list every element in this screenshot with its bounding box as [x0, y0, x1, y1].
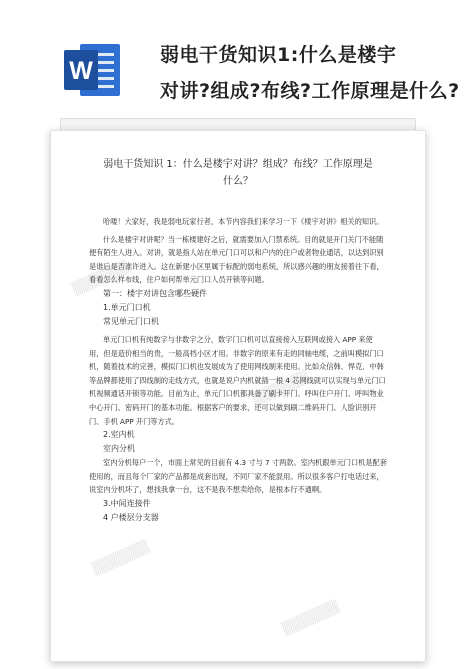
- caption-unit-door-station: 常见单元门口机: [103, 316, 159, 326]
- banner-title-line-1: 弱电干货知识1:什么是楼宇: [160, 44, 397, 66]
- watermark: ▒▒▒▒▒▒: [90, 539, 152, 578]
- paragraph-definition: 什么是楼宇对讲呢？当一栋楼建好之后，就需要加入门禁系统。目的就是开门关门不能随便有陌生人进入。对讲，就是指人站在单元门口可以和户内的住户或者物业通话，以达到识别是谁后是否准许进入。这在新建小区里属于标配的弱电系统，所以感兴趣的朋友接着往下看，看看怎么样布线，住户如何帮单元门口人员开锁等问题。: [89, 234, 384, 285]
- section-heading-hardware: 第一：楼宇对讲包含哪些硬件: [103, 288, 207, 298]
- caption-indoor-unit: 室内分机: [103, 444, 135, 454]
- svg-text:W: W: [69, 57, 93, 85]
- paragraph-door-station: 单元门口机有纯数字与非数字之分，数字门口机可以直接接入互联网或接入 APP 来使用，但是造价相当的贵，一般高档小区才用。非数字的原来有走的同轴电缆，之前叫模拟门口机，随着技术的完善，模拟门口机也发展成为了使用网线制来使用。比如众信韩、悍克、中韩等品牌都使用了四线制的走线方式，也就是说户内机就插一根 4 芯网线就可以实现与单元门口机视频通话开锁等功能。目前为止，单元门口机都具备了刷卡开门、呼叫住户开门、呼叫物业中心开门、密码开门的基本功能。根据客户的要求，还可以做到刷二维码开门、人脸识别开门、手机 APP 开门等方式。: [89, 334, 386, 426]
- watermark: ▒▒▒▒▒▒: [250, 369, 312, 408]
- word-document-icon: [62, 38, 126, 102]
- subheading-connector: 3.中间连接件: [103, 498, 151, 508]
- document-preview: [46, 118, 428, 669]
- watermark: ▒▒▒▒▒▒: [70, 259, 132, 298]
- document-title-line-1: 弱电干货知识 1：什么是楼宇对讲？组成？布线？工作原理是: [103, 159, 373, 170]
- document-body: [89, 215, 387, 525]
- subheading-unit-door-station: 1.单元门口机: [103, 302, 151, 312]
- banner-title-line-2: 对讲?组成?布线?工作原理是什么?: [160, 80, 460, 102]
- document-banner: [0, 0, 474, 130]
- paragraph-intro: 哈喽！大家好，我是弱电玩家行者，本节内容我们来学习一下《楼宇对讲》相关的知识。: [103, 217, 384, 226]
- paragraph-indoor-unit: 室内分机每户一个，市面上常见的目前有 4.3 寸与 7 寸两款。室内机跟单元门口机是配套使用的，而且每个厂家的产品都是成套出现，不同厂家不能混用。所以很多客户打电话过来，说室内分机坏了，想找我拿一台，这不是我不想卖给你，是根本行不通啊。: [89, 458, 387, 495]
- watermark: ▒▒▒▒▒▒: [280, 599, 342, 638]
- subheading-indoor-unit: 2.室内机: [103, 430, 135, 440]
- document-page: [50, 130, 426, 662]
- caption-floor-splitter: 4 户楼层分支器: [103, 512, 159, 522]
- document-title-line-2: 什么？: [223, 176, 253, 187]
- document-title: [87, 156, 389, 190]
